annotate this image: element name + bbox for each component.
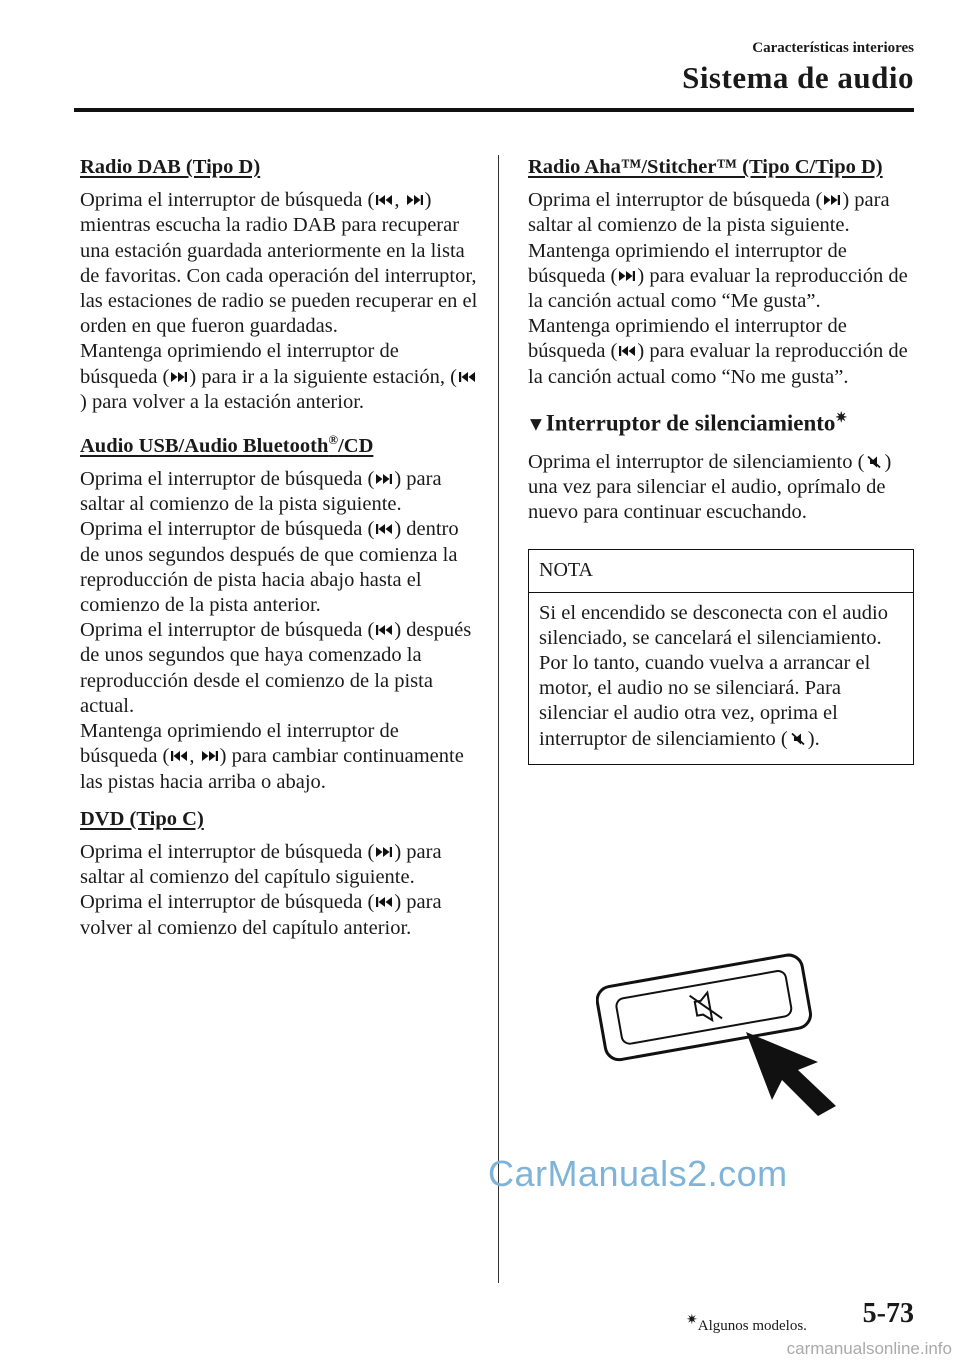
triangle-marker-icon: ▼	[526, 413, 546, 436]
column-divider	[498, 155, 499, 1283]
page-number: 5-73	[862, 1298, 914, 1329]
aha-heading: Radio Aha™/Stitcher™ (Tipo C/Tipo D)	[528, 156, 883, 178]
seek-forward-icon	[618, 269, 636, 283]
seek-back-icon	[375, 623, 393, 637]
page-title: Sistema de audio	[682, 60, 914, 95]
seek-forward-icon	[170, 370, 188, 384]
aha-paragraph: Oprima el interruptor de búsqueda ( ) para saltar al comienzo de la pista siguiente. Mantenga oprimiendo el interruptor de búsqueda ( ) para evaluar la reproducción de la canción actual como “Me gusta”. Mantenga oprimiendo el interruptor de búsqueda ( ) para evaluar la reproducción de la canción actual como “No me gusta”.	[528, 189, 908, 388]
header-rule	[74, 108, 914, 112]
seek-forward-icon	[375, 472, 393, 486]
asterisk-icon: ✷	[835, 410, 848, 426]
mute-paragraph: Oprima el interruptor de silenciamiento ( ) una vez para silenciar el audio, oprímalo de nuevo para continuar escuchando.	[528, 450, 892, 524]
right-column	[528, 155, 918, 765]
header-section: Características interiores	[752, 40, 914, 56]
mute-button-drawing	[596, 948, 846, 1118]
seek-back-icon	[618, 344, 636, 358]
mute-icon	[865, 455, 883, 469]
mute-button-illustration	[596, 948, 846, 1118]
note-box	[528, 549, 914, 764]
seek-forward-icon	[823, 193, 841, 207]
dab-heading: Radio DAB (Tipo D)	[80, 156, 261, 178]
dvd-paragraph: Oprima el interruptor de búsqueda ( ) para saltar al comienzo del capítulo siguiente. Oprima el interruptor de búsqueda ( ) para volver al comienzo del capítulo anterior.	[80, 840, 442, 939]
usb-paragraph: Oprima el interruptor de búsqueda ( ) para saltar al comienzo de la pista siguiente. Oprima el interruptor de búsqueda ( ) dentro de unos segundos después de que comienza la reproducción de pista hacia abajo hasta el comienzo de la pista anterior. Oprima el interruptor de búsqueda ( ) después de unos segundos que haya comenzado la reproducción desde el comienzo de la pista actual. Mantenga oprimiendo el interruptor de búsqueda ( , ) para cambiar continuamente las pistas hacia arriba o abajo.	[80, 468, 472, 793]
seek-forward-icon	[406, 193, 424, 207]
seek-back-icon	[375, 895, 393, 909]
mute-section-heading: ▼Interruptor de silenciamiento✷	[526, 410, 848, 436]
left-column	[80, 155, 480, 953]
footer-note: ✷Algunos modelos.	[686, 1313, 807, 1334]
seek-forward-icon	[375, 845, 393, 859]
dab-paragraph-1: Oprima el interruptor de búsqueda ( , ) mientras escucha la radio DAB para recuperar una estación guardada anteriormente en la lista de favoritas. Con cada operación del interruptor, las estaciones de radio se pueden recuperar en el orden en que fueron guardadas. Mantenga oprimiendo el interruptor de búsqueda ( ) para ir a la siguiente estación, ( ) para volver a la estación anterior.	[80, 189, 478, 413]
asterisk-icon: ✷	[686, 1313, 698, 1328]
usb-heading: Audio USB/Audio Bluetooth®/CD	[80, 432, 374, 457]
dvd-heading: DVD (Tipo C)	[80, 807, 204, 830]
seek-back-icon	[375, 193, 393, 207]
seek-back-icon	[375, 522, 393, 536]
seek-forward-icon	[201, 749, 219, 763]
seek-back-icon	[170, 749, 188, 763]
note-title: NOTA	[529, 550, 913, 592]
site-url[interactable]: carmanualsonline.info	[786, 1339, 952, 1358]
seek-back-icon	[458, 370, 476, 384]
watermark: CarManuals2.com	[488, 1153, 788, 1194]
note-body: Si el encendido se desconecta con el audio silenciado, se cancelará el silenciamiento. Por lo tanto, cuando vuelva a arrancar el motor, el audio no se silenciará. Para silenciar el audio otra vez, oprima el interruptor de silenciamiento ( ).	[539, 601, 888, 750]
mute-icon	[789, 732, 807, 746]
